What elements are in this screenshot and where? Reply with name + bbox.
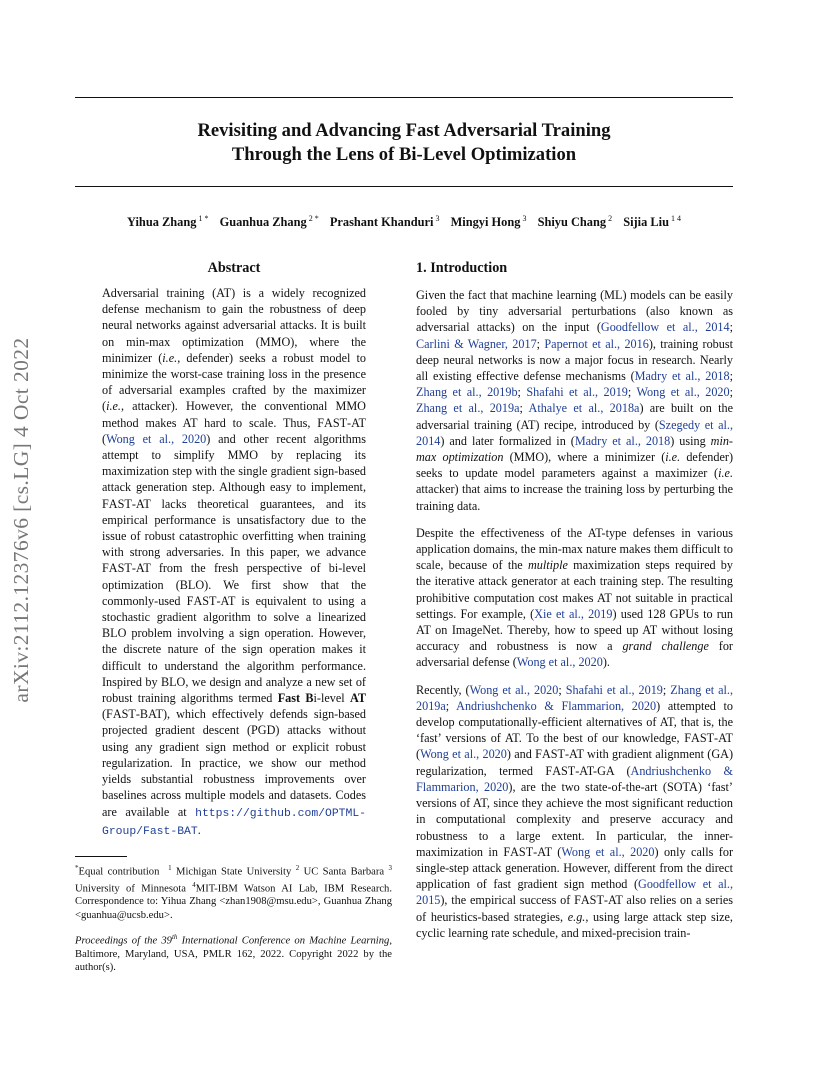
title-rule-bottom [75, 186, 733, 187]
citation-link[interactable]: Papernot et al., 2016 [544, 336, 649, 351]
author: Prashant Khanduri $^3$ [329, 214, 440, 229]
citation-link[interactable]: Andriushchenko & Flammarion, 2020 [416, 763, 733, 794]
citation-link[interactable]: Wong et al., 2020 [636, 385, 730, 400]
citation-link[interactable]: Zhang et al., 2019b [416, 385, 518, 400]
abstract-text: Adversarial training (AT) is a widely recognized defense mechanism to gain the robustness of deep neural networks against adversarial attacks. It is built on min-max optimization (MMO), where the minimizer (i.e., defender) seeks a robust model to minimize the worst-case training loss in the presence of adversarial examples crafted by the maximizer (i.e., attacker). However, the conventional MMO method makes AT hard to scale. Thus, FAST-AT (Wong et al., 2020) and other recent algorithms attempt to simplify MMO by replacing its maximization step with the single gradient sign-based attack generation step. Although easy to implement, FAST-AT lacks theoretical guarantees, and its empirical performance is unsatisfactory due to the issue of robust catastrophic overfitting when training with strong adversaries. In this paper, we advance FAST-AT from the fresh perspective of bi-level optimization (BLO). We first show that the commonly-used FAST-AT is equivalent to using a stochastic gradient algorithm to solve a linearized BLO problem involving a sign operation. However, the discrete nature of the sign operation makes it difficult to understand the algorithm performance. Inspired by BLO, we design and analyze a new set of robust training algorithms termed Fast Bi-level AT (FAST-BAT), which effectively defends sign-based projected gradient descent (PGD) attacks without using any gradient sign method or explicit robust regularization. In practice, we show our method yields substantial robustness improvements over baselines across multiple models and datasets. Codes are available at https://github.com/OPTML-Group/Fast-BAT. [102, 286, 367, 838]
citation-link[interactable]: Carlini & Wagner, 2017 [416, 336, 537, 351]
citation-link[interactable]: Andriushchenko & Flammarion, 2020 [456, 698, 657, 713]
code-url-link[interactable]: https://github.com/OPTML-Group/Fast-BAT [102, 807, 366, 838]
citation-link[interactable]: Goodfellow et al., 2015 [416, 877, 734, 908]
intro-paragraph-1: Given the fact that machine learning (ML) models can be easily fooled by tiny adversarial perturbations (also known as adversarial attacks) on the input (Goodfellow et al., 2014; Carlini & Wagner, 2017; Papernot et al., 2016), training robust deep neural networks is now a major focus in research. Nearly all existing effective defense mechanisms (Madry et al., 2018; Zhang et al., 2019b; Shafahi et al., 2019; Wong et al., 2020; Zhang et al., 2019a; Athalye et al., 2018a) are built on the adversarial training (AT) recipe, introduced by (Szegedy et al., 2014) and later formalized in (Madry et al., 2018) using min-max optimization (MMO), where a minimizer (i.e. defender) seeks to update model parameters against a maximizer (i.e. attacker) that aims to increase the training loss by perturbing the training data. [416, 288, 734, 513]
intro-paragraph-3: Recently, (Wong et al., 2020; Shafahi et al., 2019; Zhang et al., 2019a; Andriushchenko & Flammarion, 2020) attempted to develop computationally-efficient alternatives of AT, that is, the ‘fast’ versions of AT. To the best of our knowledge, FAST-AT (Wong et al., 2020) and FAST-AT with gradient alignment (GA) regularization, termed FAST-AT-GA (Andriushchenko & Flammarion, 2020), are the two state-of-the-art (SOTA) ‘fast’ versions of AT, since they achieve the most significant reduction in computational complexity and preserve accuracy and robustness to a large extent. In particular, the inner-maximization in FAST-AT (Wong et al., 2020) only calls for single-step attack generation. However, different from the direct application of fast gradient sign method (Goodfellow et al., 2015), the empirical success of FAST-AT also relies on a series of heuristics-based strategies, e.g., using large attack step size, cyclic learning rate schedule, and mixed-precision train- [416, 682, 734, 940]
author: Yihua Zhang $^{1 *}$ [127, 214, 209, 229]
intro-paragraph-2: Despite the effectiveness of the AT-type defenses in various application domains, the min-max nature makes them difficult to scale, because of the multiple maximization steps required by the iterative attack generator at each training step. The resulting prohibitive computation cost makes AT not suitable in practical settings. For example, (Xie et al., 2019) used 128 GPUs to run AT on ImageNet. Thereby, how to speed up AT without losing accuracy and robustness is now a grand challenge for adversarial defense (Wong et al., 2020). [416, 525, 733, 670]
citation-link[interactable]: Shafahi et al., 2019 [526, 385, 628, 400]
citation-link[interactable]: Zhang et al., 2019a [416, 682, 734, 713]
citation-link[interactable]: Shafahi et al., 2019 [565, 682, 663, 697]
citation-link[interactable]: Athalye et al., 2018a [528, 401, 640, 416]
abstract-heading: Abstract [207, 260, 261, 276]
citation-link[interactable]: Szegedy et al., 2014 [416, 417, 733, 448]
footnote-affiliations: *Equal contribution $^1$ Michigan State University $^2$ UC Santa Barbara $^3$ University of Minnesota $^4$MIT-IBM Watson AI Lab, IBM Research. Correspondence to: Yihua Zhang <zhan1908@msu.edu>, Guanhua Zhang <guanhua@ucsb.edu>. [75, 864, 393, 921]
author: Shiyu Chang $^2$ [537, 214, 613, 229]
author-list [75, 214, 733, 230]
author: Mingyi Hong $^3$ [450, 214, 527, 229]
arxiv-identifier: arXiv:2112.12376v6 [cs.LG] 4 Oct 2022 [9, 337, 33, 703]
footnote-rule [75, 856, 127, 857]
title-rule-top [75, 97, 733, 98]
citation-link[interactable]: Wong et al., 2020 [469, 682, 559, 697]
footnote-proceedings: Proceedings of the 39th International Conference on Machine Learning, Baltimore, Maryland, USA, PMLR 162, 2022. Copyright 2022 by the author(s). [75, 933, 392, 973]
citation-link[interactable]: Madry et al., 2018 [574, 433, 671, 448]
author: Sijia Liu $^{1 4}$ [623, 214, 681, 229]
paper-title: Revisiting and Advancing Fast Adversarial Training Through the Lens of Bi-Level Optimization [197, 120, 611, 165]
citation-link[interactable]: Wong et al., 2020 [561, 844, 655, 859]
author: Guanhua Zhang $^{2 *}$ [219, 214, 319, 229]
citation-link[interactable]: Madry et al., 2018 [634, 369, 730, 384]
citation-link[interactable]: Zhang et al., 2019a [416, 401, 520, 416]
citation-link[interactable]: Xie et al., 2019 [534, 606, 613, 621]
citation-link[interactable]: Goodfellow et al., 2014 [600, 320, 730, 335]
left-column [102, 260, 366, 840]
citation-link[interactable]: Wong et al., 2020 [420, 747, 507, 762]
citation-link[interactable]: Wong et al., 2020 [106, 431, 207, 446]
citation-link[interactable]: Wong et al., 2020 [516, 655, 603, 670]
section-heading-introduction: 1. Introduction [416, 260, 508, 276]
right-column [416, 260, 733, 952]
